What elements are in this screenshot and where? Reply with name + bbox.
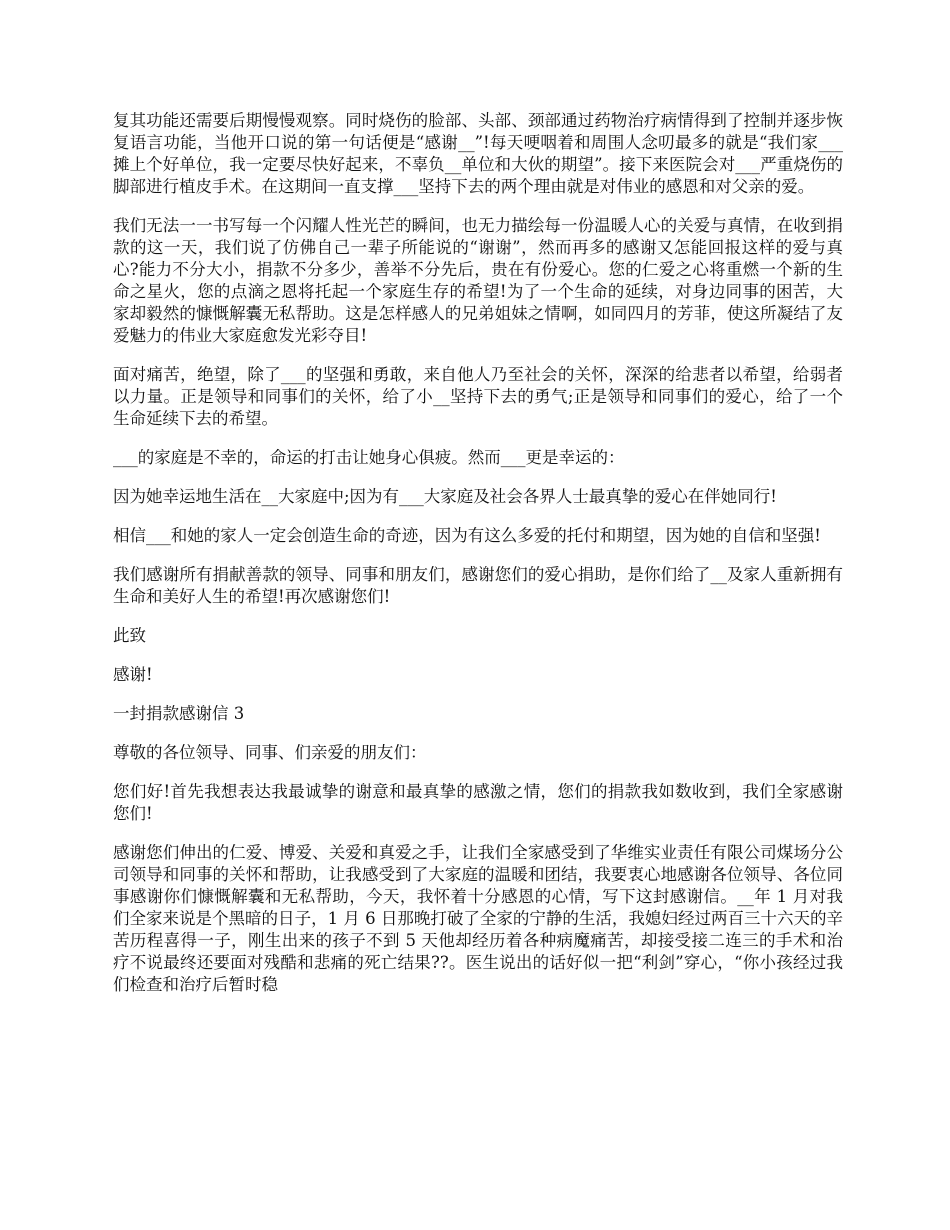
paragraph-gratitude: 我们无法一一书写每一个闪耀人性光芒的瞬间，也无力描绘每一份温暖人心的关爱与真情，在收到捐款的这一天，我们说了仿佛自己一辈子所能说的“谢谢”，然而再多的感谢又怎能回报这样的爱与真心?能力不分大小，捐款不分多少，善举不分先后，贵在有份爱心。您的仁爱之心将重燃一个新的生命之星火，您的点滴之恩将托起一个家庭生存的希望!为了一个生命的延续，对身边同事的困苦，大家却毅然的慷慨解囊无私帮助。这是怎样感人的兄弟姐妹之情啊，如同四月的芳菲，使这所凝结了友爱魅力的伟业大家庭愈发光彩夺目! [113, 216, 843, 345]
paragraph-recovery: 复其功能还需要后期慢慢观察。同时烧伤的脸部、头部、颈部通过药物治疗病情得到了控制并逐步恢复语言功能，当他开口说的第一句话便是“感谢__”!每天哽咽着和周围人念叨最多的就是“我们家___摊上个好单位，我一定要尽快好起来，不辜负__单位和大伙的期望”。接下来医院会对___严重烧伤的脚部进行植皮手术。在这期间一直支撑___坚持下去的两个理由就是对伟业的感恩和对父亲的爱。 [113, 111, 843, 196]
paragraph-story: 感谢您们伸出的仁爱、博爱、关爱和真爱之手，让我们全家感受到了华维实业责任有限公司煤场分公司领导和同事的关怀和帮助，让我感受到了大家庭的温暖和团结，我要衷心地感谢各位领导、各位同事感谢你们慷慨解囊和无私帮助，今天，我怀着十分感恩的心情，写下这封感谢信。__年 1 月对我们全家来说是个黑暗的日子，1 月 6 日那晚打破了全家的宁静的生活，我媳妇经过两百三十六天的辛苦历程喜得一子，刚生出来的孩子不到 5 天他却经历着各种病魔痛苦，却接受接二连三的手术和治疗不说最终还要面对残酷和悲痛的死亡结果??。医生说出的话好似一把“利剑”穿心，“你小孩经过我们检查和治疗后暂时稳 [113, 843, 843, 994]
document-page [113, 110, 843, 1013]
paragraph-fortunate: 因为她幸运地生活在__大家庭中;因为有___大家庭及社会各界人士最真挚的爱心在伴她同行! [113, 487, 777, 506]
closing-thanks: 感谢! [113, 665, 153, 684]
paragraph-hope: 面对痛苦，绝望，除了___的坚强和勇敢，来自他人乃至社会的关怀，深深的给悲者以希望，给弱者以力量。正是领导和同事们的关怀，给了小__坚持下去的勇气;正是领导和同事们的爱心，给了一个生命延续下去的希望。 [113, 365, 843, 428]
paragraph-opening: 您们好!首先我想表达我最诚挚的谢意和最真挚的感激之情，您们的捐款我如数收到，我们全家感谢您们! [113, 782, 843, 823]
paragraph-thanks: 我们感谢所有捐献善款的领导、同事和朋友们，感谢您们的爱心捐助，是你们给了__及家人重新拥有生命和美好人生的希望!再次感谢您们! [113, 565, 843, 606]
letter-title: 一封捐款感谢信 3 [113, 704, 245, 723]
paragraph-belief: 相信___和她的家人一定会创造生命的奇迹，因为有这么多爱的托付和期望，因为她的自信和坚强! [113, 526, 821, 545]
paragraph-family: ___的家庭是不幸的，命运的打击让她身心俱疲。然而___更是幸运的： [113, 448, 625, 467]
closing-salutation: 此致 [113, 626, 146, 645]
letter-greeting: 尊敬的各位领导、同事、们亲爱的朋友们： [113, 743, 427, 762]
